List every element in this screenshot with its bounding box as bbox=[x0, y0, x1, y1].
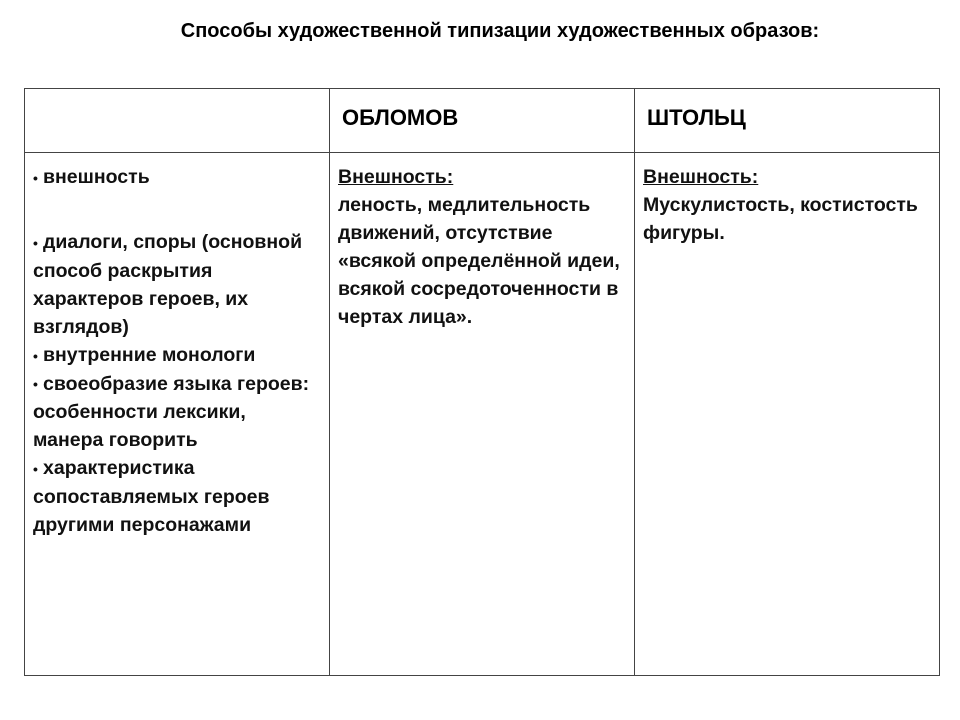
header-oblomov: ОБЛОМОВ bbox=[330, 89, 635, 153]
oblomov-heading: Внешность: bbox=[338, 166, 454, 188]
method-item: • характеристика сопоставляемых героев другими персонажами bbox=[33, 454, 321, 539]
stolz-heading: Внешность: bbox=[643, 166, 759, 188]
method-item: • внешность bbox=[33, 163, 321, 192]
header-empty bbox=[25, 89, 330, 153]
bullet-icon: • bbox=[33, 234, 38, 251]
bullet-icon: • bbox=[33, 347, 38, 364]
methods-cell bbox=[25, 153, 330, 675]
bullet-icon: • bbox=[33, 169, 38, 186]
method-item: • внутренние монологи bbox=[33, 341, 321, 370]
bullet-icon: • bbox=[33, 376, 38, 393]
slide-title: Способы художественной типизации художественных образов: bbox=[180, 20, 820, 42]
comparison-table bbox=[24, 88, 940, 676]
oblomov-text: леность, медлительность движений, отсутствие «всякой определённой идеи, всякой сосредоточенности в чертах лица». bbox=[338, 194, 620, 328]
stolz-text: Мускулистость, костистость фигуры. bbox=[643, 194, 918, 244]
method-item: • диалоги, споры (основной способ раскрытия характеров героев, их взглядов) bbox=[33, 228, 321, 341]
method-item: • своеобразие языка героев: особенности лексики, манера говорить bbox=[33, 370, 321, 455]
stolz-cell bbox=[635, 153, 939, 675]
bullet-icon: • bbox=[33, 461, 38, 478]
header-stolz: ШТОЛЬЦ bbox=[635, 89, 939, 153]
oblomov-cell bbox=[330, 153, 635, 675]
